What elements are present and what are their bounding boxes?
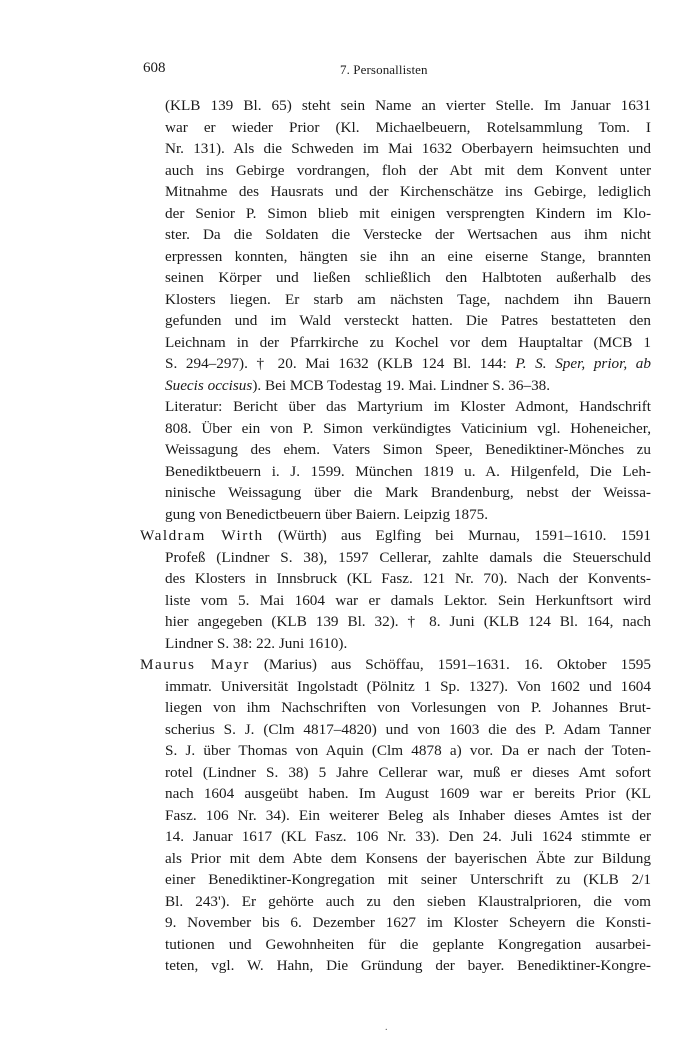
text-line: Fasz. 106 Nr. 34). Ein weiterer Beleg als Inhaber dieses Amtes ist der	[165, 806, 651, 824]
text-line: liegen von ihm Nachschriften von Vorlesungen von P. Johannes Brut-	[165, 699, 651, 716]
text-line: Klosters liegen. Er starb am nächsten Tage, nachdem ihn Bauern	[165, 290, 651, 308]
text-line: nach 1604 ausgeübt haben. Im August 1609 war er bereits Prior (KL	[165, 785, 651, 802]
text-line: war er wieder Prior (Kl. Michaelbeuern, Rotelsammlung Tom. I	[165, 118, 651, 136]
text-line: 808. Über ein von P. Simon verkündigtes Vaticinium vgl. Hoheneicher,	[165, 419, 651, 437]
entry-first-line: Waldram Wirth (Würth) aus Eglfing bei Murnau, 1591–1610. 1591	[140, 527, 651, 544]
text-line: Weissagung des ehem. Vaters Simon Speer, Benediktiner-Mönches zu	[165, 441, 651, 458]
text-line: 14. Januar 1617 (KL Fasz. 106 Nr. 33). Den 24. Juli 1624 stimmte er	[165, 828, 651, 845]
latin-quote: Suecis occisus	[165, 376, 253, 394]
text-line: Profeß (Lindner S. 38), 1597 Cellerar, zahlte damals die Steuerschuld	[165, 548, 651, 566]
text-line: Benediktbeuern i. J. 1599. München 1819 u. A. Hilgenfeld, Die Leh-	[165, 462, 651, 480]
text-line: Nr. 131). Als die Schweden im Mai 1632 Oberbayern heimsuchten und	[165, 140, 651, 157]
text-line: tutionen und Gewohnheiten für die geplante Kongregation ausarbei-	[165, 935, 651, 953]
text-line: gung von Benedictbeuern über Baiern. Leipzig 1875.	[165, 505, 489, 523]
entry-name: Waldram Wirth	[140, 527, 264, 544]
text-line: gefunden und im Wald versteckt hatten. Die Patres bestatteten den	[165, 312, 651, 329]
text-line: 9. November bis 6. Dezember 1627 im Kloster Scheyern die Konsti-	[165, 914, 651, 931]
text-line: immatr. Universität Ingolstadt (Pölnitz 1 Sp. 1327). Von 1602 und 1604	[165, 677, 651, 695]
text-line: ninische Weissagung über die Mark Brandenburg, nebst der Weissa-	[165, 484, 651, 501]
text-line: Suecis occisus). Bei MCB Todestag 19. Mai. Lindner S. 36–38.	[165, 376, 551, 394]
text-line: S. 294–297). † 20. Mai 1632 (KLB 124 Bl. 144: P. S. Sper, prior, ab	[165, 355, 651, 372]
text-line: Bl. 243'). Er gehörte auch zu den sieben Klaustralprioren, die vom	[165, 892, 651, 910]
text-line: teten, vgl. W. Hahn, Die Gründung der bayer. Benediktiner-Kongre-	[165, 957, 651, 974]
text-line: rotel (Lindner S. 38) 5 Jahre Cellerar war, muß er dieses Amt sofort	[165, 763, 651, 781]
text-line: (KLB 139 Bl. 65) steht sein Name an vierter Stelle. Im Januar 1631	[165, 97, 651, 114]
page-number: 608	[143, 60, 166, 76]
text-line: erpressen konnten, hängten sie ihn an eine eiserne Stange, brannten	[165, 247, 651, 265]
text-line: der Senior P. Simon blieb mit einigen versprengten Kindern im Klo-	[165, 204, 651, 222]
text-line: einer Benediktiner-Kongregation mit seiner Unterschrift zu (KLB 2/1	[165, 871, 651, 888]
text-line: Lindner S. 38: 22. Juni 1610).	[165, 634, 348, 652]
text-line: Mitnahme des Hausrats und der Kirchenschätze ins Gebirge, lediglich	[165, 183, 651, 200]
text-line: auch ins Gebirge vordrangen, floh der Abt mit dem Konvent unter	[165, 161, 651, 179]
text-line: des Klosters in Innsbruck (KL Fasz. 121 Nr. 70). Nach der Konvents-	[165, 570, 651, 587]
footer-mark: .	[385, 1022, 388, 1033]
text-line: Literatur: Bericht über das Martyrium im Kloster Admont, Handschrift	[165, 398, 651, 415]
entry-first-line: Maurus Mayr (Marius) aus Schöffau, 1591–1631. 16. Oktober 1595	[140, 656, 651, 673]
entry-name: Maurus Mayr	[140, 656, 250, 673]
running-head: 7. Personallisten	[340, 62, 428, 77]
text-line: S. J. über Thomas von Aquin (Clm 4878 a) vor. Da er nach der Toten-	[165, 742, 651, 759]
text-line: scherius S. J. (Clm 4817–4820) und von 1603 die des P. Adam Tanner	[165, 720, 651, 738]
text-line: liste vom 5. Mai 1604 war er damals Lektor. Sein Herkunftsort wird	[165, 591, 651, 609]
text-line: als Prior mit dem Abte dem Konsens der bayerischen Äbte zur Bildung	[165, 849, 651, 867]
latin-quote: P. S. Sper, prior, ab	[515, 355, 651, 372]
text-line: Leichnam in der Pfarrkirche zu Kochel vor dem Hauptaltar (MCB 1	[165, 333, 651, 351]
text-line: seinen Körper und ließen schließlich den Halbtoten außerhalb des	[165, 269, 651, 286]
text-line: ster. Da die Soldaten die Verstecke der Wertsachen aus ihm nicht	[165, 226, 651, 243]
text-line: hier angegeben (KLB 139 Bl. 32). † 8. Juni (KLB 124 Bl. 164, nach	[165, 613, 651, 630]
